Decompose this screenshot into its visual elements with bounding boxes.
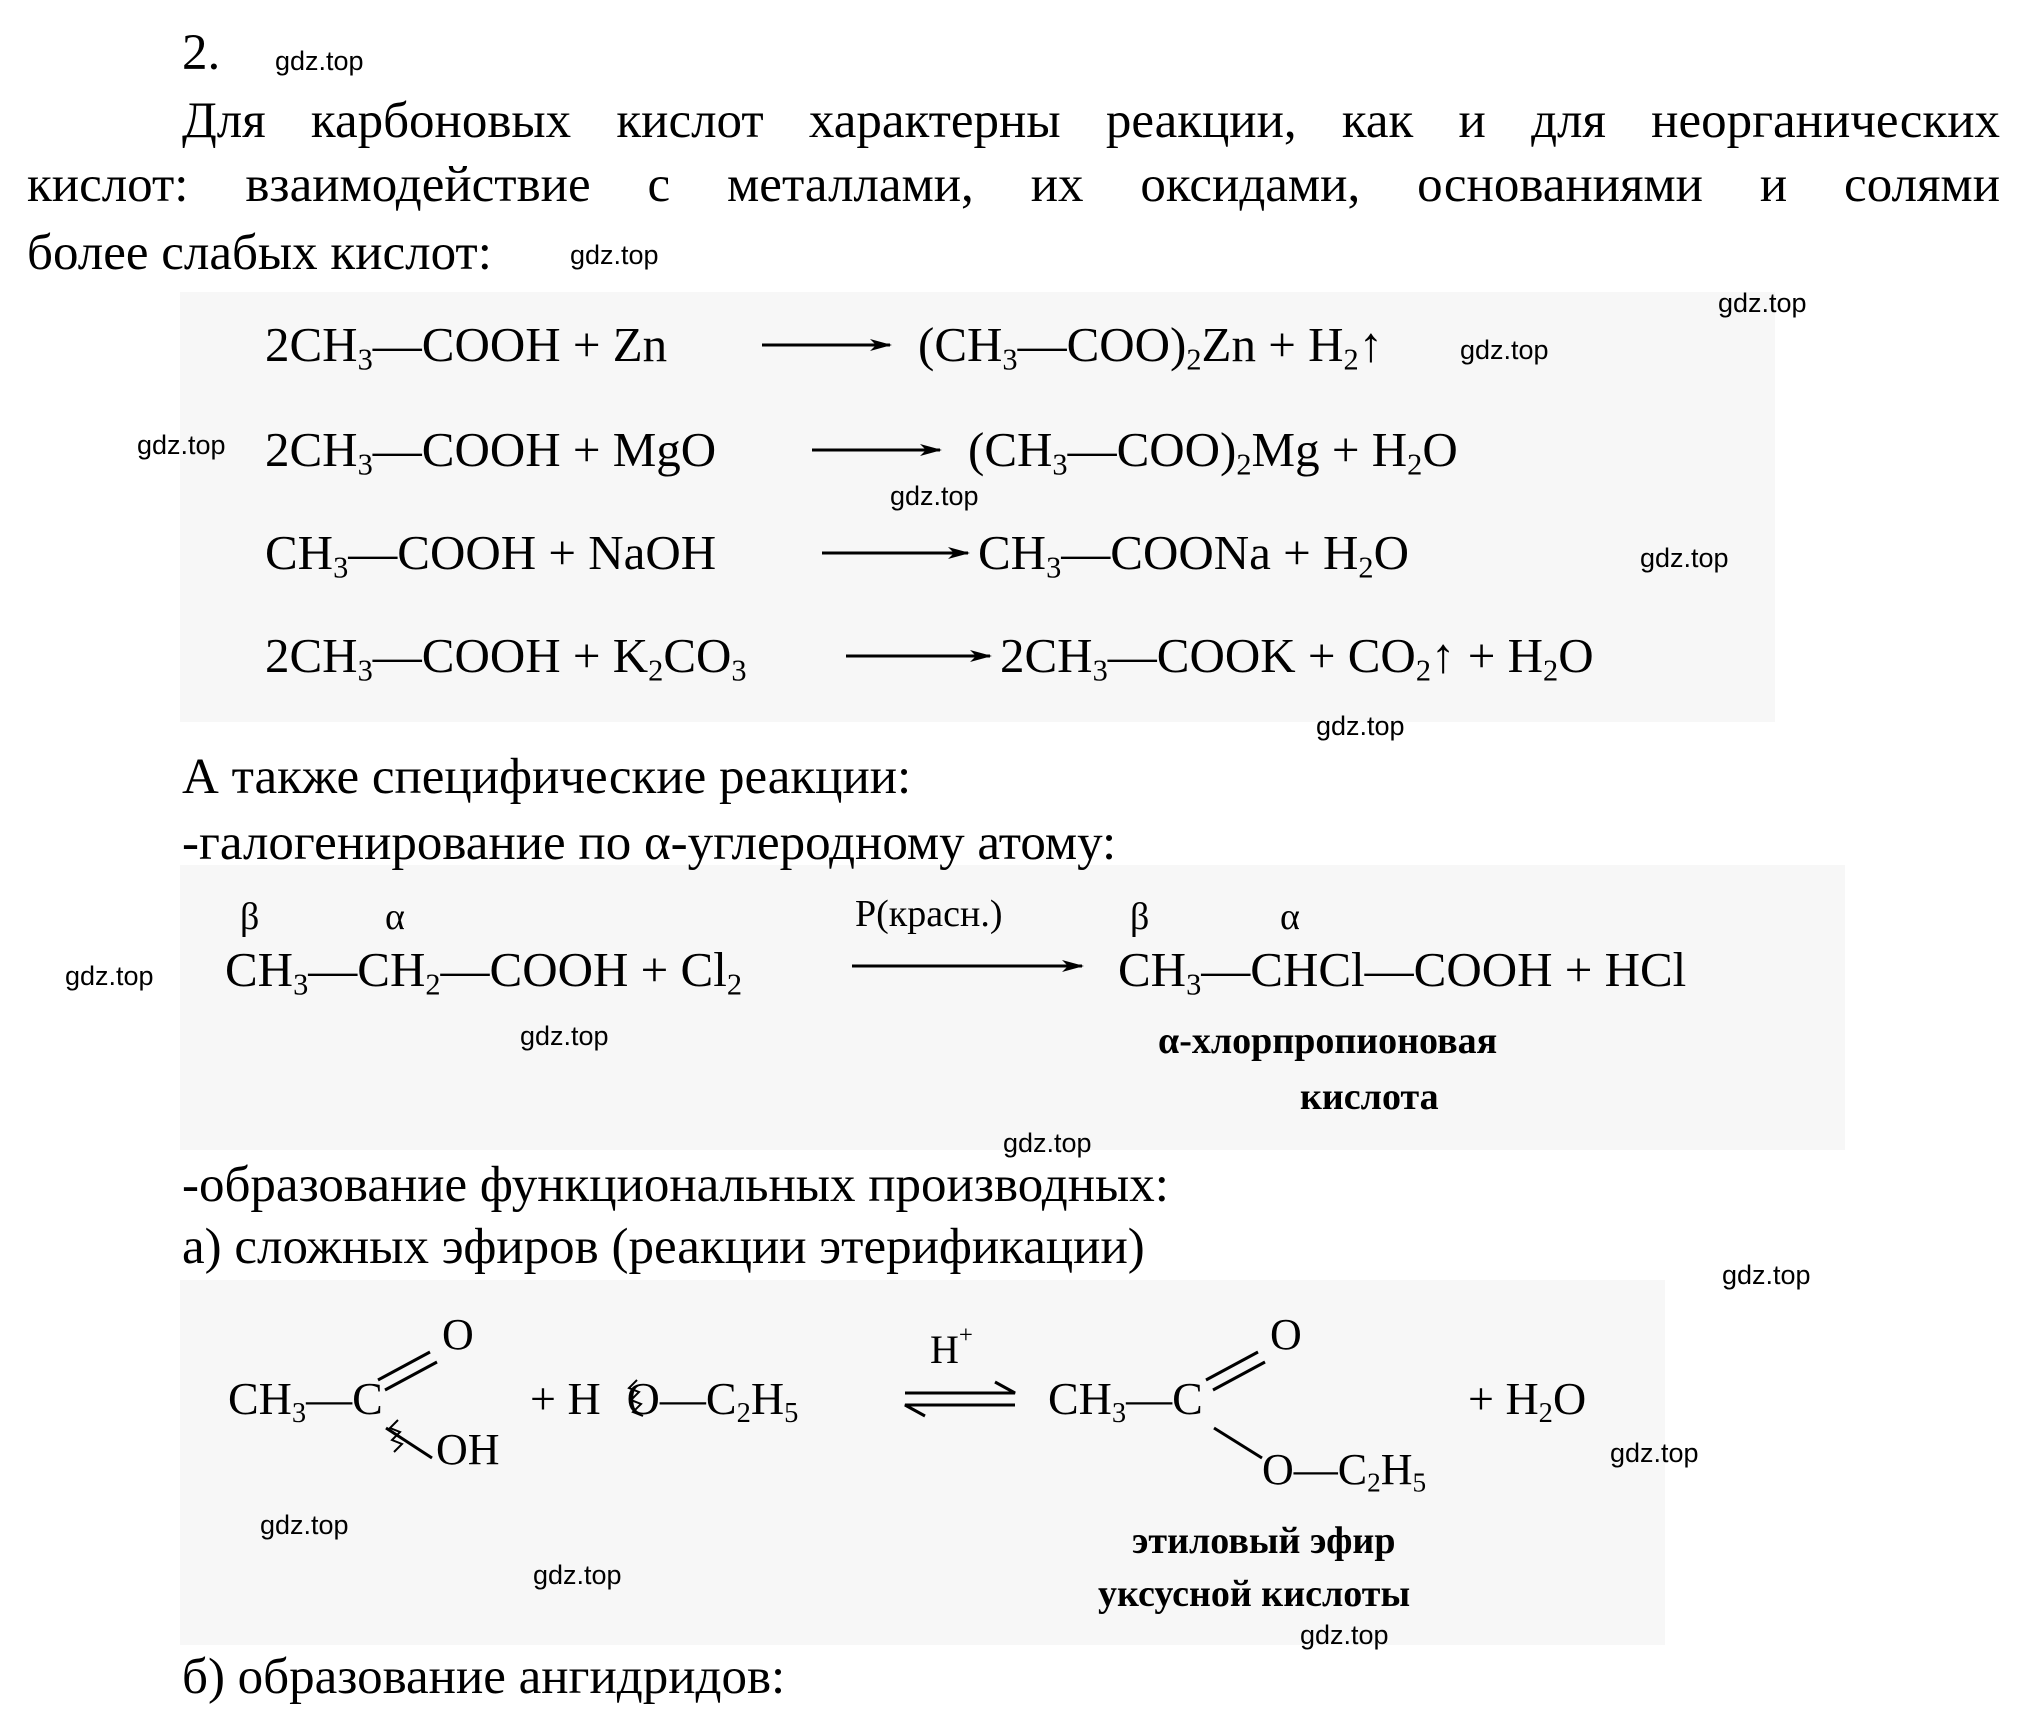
beta-label-right: β [1130,896,1150,938]
acid-ch3: $CH_3—C$ [228,1373,383,1429]
alpha-label-left: α [385,896,405,938]
carbonyl-bond [385,1362,437,1390]
intro-line-1: Для карбоновых кислот характерны реакции, как и для неорганических [182,93,2000,149]
carbonyl-bond [1206,1352,1258,1380]
watermark: gdz.top [520,1021,609,1051]
eq-zn-left: $2CH_3—COOH + Zn$ [265,317,668,377]
derivatives-heading: -образование функциональных производных: [182,1157,1169,1213]
ester-oet: $O—C_2H_5$ [1262,1445,1427,1498]
watermark: gdz.top [1300,1620,1389,1650]
carbonyl-bond [1213,1362,1265,1390]
single-bond [386,1428,432,1458]
acid-carbonyl-o: O [442,1310,474,1359]
eq-naoh-left: $CH_3—COOH$ + NaOH [265,525,717,585]
halogenation-product-name-1: α-хлорпропионовая [1158,1020,1498,1062]
single-bond [1214,1428,1262,1458]
ester-carbonyl-o: O [1270,1310,1302,1359]
specific-reactions-heading: А также специфические реакции: [182,749,912,805]
ethanol: + H $O—C_2H_5$ [530,1373,799,1429]
anhydrides-heading: б) образование ангидридов: [182,1649,786,1705]
intro-line-3: более слабых кислот: [27,225,492,281]
equilibrium-arrow-back [905,1405,1015,1416]
acid-oh: OH [436,1425,500,1474]
watermark: gdz.top [275,46,364,76]
eq-naoh-right: $CH_3—COONa + H_2O$ [978,525,1409,585]
eq-mgo-right: $(CH_3—COO)_2Mg + H_2O$ [968,422,1458,482]
watermark: gdz.top [533,1560,622,1590]
watermark: gdz.top [65,961,154,991]
halogenation-left: $CH_3—CH_2—COOH + Cl_2$ [225,942,742,1002]
ester-product-name-2: уксусной кислоты [1098,1573,1411,1615]
watermark: gdz.top [137,430,226,460]
ester-ch3: $CH_3—C$ [1048,1373,1203,1429]
carbonyl-bond [378,1352,430,1380]
water-product: + $H_2O$ [1468,1373,1587,1429]
eq-k2co3-right: $2CH_3—COOK$ + $CO_2↑ + H_2O$ [1000,628,1594,688]
halogenation-product-name-2: кислота [1300,1076,1439,1118]
watermark: gdz.top [260,1510,349,1540]
watermark: gdz.top [1722,1260,1811,1290]
alpha-label-right: α [1280,896,1300,938]
watermark: gdz.top [1316,711,1405,741]
watermark: gdz.top [1718,288,1807,318]
esters-heading: а) сложных эфиров (реакции этерификации) [182,1219,1145,1275]
ester-product-name-1: этиловый эфир [1132,1520,1396,1562]
beta-label-left: β [240,896,260,938]
equilibrium-arrow-forward [905,1382,1015,1393]
watermark: gdz.top [1610,1438,1699,1468]
watermark: gdz.top [890,481,979,511]
eq-k2co3-left: $2CH_3—COOH + K_2CO_3$ [265,628,747,688]
halogenation-heading: -галогенирование по α-углеродному атому: [182,815,1117,871]
intro-line-2: кислот: взаимодействие с металлами, их оксидами, основаниями и солями [27,157,2000,213]
eq-zn-right: $(CH_3—COO)_2Zn$ + $H_2↑$ [918,317,1384,377]
eq-mgo-left: $2CH_3—COOH$ + MgO [265,422,717,482]
watermark: gdz.top [1003,1128,1092,1158]
acid-catalyst: H+ [930,1322,973,1372]
watermark: gdz.top [1460,335,1549,365]
halogenation-right: $CH_3—CHCl—COOH$ + HCl [1118,942,1687,1002]
reaction-condition: P(красн.) [855,893,1003,935]
section-number: 2. [182,25,221,81]
watermark: gdz.top [570,240,659,270]
watermark: gdz.top [1640,543,1729,573]
